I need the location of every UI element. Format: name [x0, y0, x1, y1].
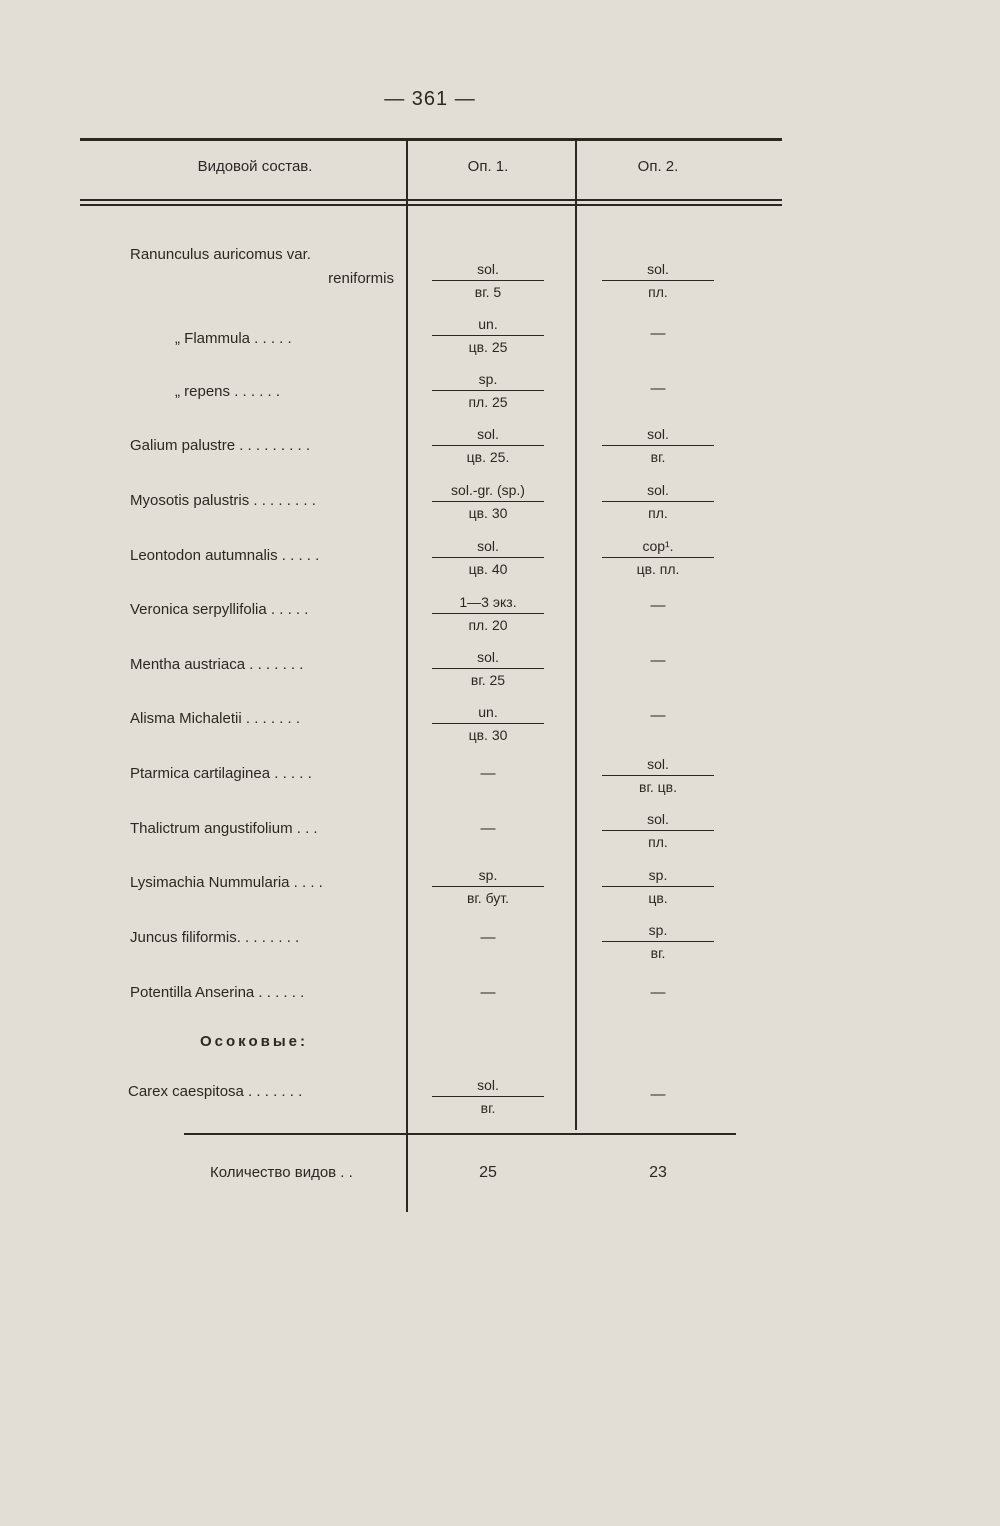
- op2-value: —: [650, 380, 666, 397]
- table-row: [0, 368, 1000, 420]
- species-name: Alisma Michaletii . . . . . . .: [130, 710, 301, 727]
- table-top-rule: [80, 138, 782, 141]
- species-name: Ranunculus auricomus var. reniformis: [130, 246, 394, 287]
- species-name: Potentilla Anserina . . . . . .: [130, 984, 305, 1001]
- species-name: Thalictrum angustifolium . . .: [130, 820, 318, 837]
- species-name: „ repens . . . . . .: [175, 383, 281, 400]
- table-row: [0, 701, 1000, 753]
- total-op1: 25: [479, 1164, 497, 1181]
- op2-value: sol. вг. цв.: [602, 753, 714, 798]
- op2-value: sol. пл.: [602, 258, 714, 303]
- op1-value: sol. вг. 5: [432, 258, 544, 303]
- species-name: Carex caespitosa . . . . . . .: [128, 1083, 303, 1100]
- table-row: [0, 313, 1000, 365]
- table-row: [0, 535, 1000, 587]
- species-name: Galium palustre . . . . . . . . .: [130, 437, 311, 454]
- op2-value: cop¹. цв. пл.: [602, 535, 714, 580]
- table-row: [0, 919, 1000, 971]
- species-name: „ Flammula . . . . .: [175, 330, 292, 347]
- op2-value: —: [650, 325, 666, 342]
- op2-value: sp. вг.: [602, 919, 714, 964]
- op1-value: un. цв. 25: [432, 313, 544, 358]
- op1-value: —: [480, 984, 496, 1001]
- op2-value: sol. пл.: [602, 808, 714, 853]
- op2-value: —: [650, 597, 666, 614]
- table-row: [0, 974, 1000, 1026]
- op1-value: sol. вг. 25: [432, 646, 544, 691]
- op2-value: sol. вг.: [602, 423, 714, 468]
- species-name: Lysimachia Nummularia . . . .: [130, 874, 323, 891]
- table-row: [0, 479, 1000, 531]
- op1-value: —: [480, 820, 496, 837]
- op1-value: sol. цв. 25.: [432, 423, 544, 468]
- op1-value: —: [480, 765, 496, 782]
- header-op2: Оп. 2.: [637, 158, 679, 175]
- op2-value: sol. пл.: [602, 479, 714, 524]
- header-op1: Оп. 1.: [467, 158, 509, 175]
- table-row: [0, 753, 1000, 805]
- total-label: Количество видов . .: [210, 1164, 353, 1181]
- table-row: [0, 646, 1000, 698]
- op2-value: —: [650, 652, 666, 669]
- species-name: Veronica serpyllifolia . . . . .: [130, 601, 309, 618]
- header-species: Видовой состав.: [197, 158, 313, 175]
- table-row: [0, 808, 1000, 860]
- op2-value: sp. цв.: [602, 864, 714, 909]
- species-name: Ptarmica cartilaginea . . . . .: [130, 765, 312, 782]
- total-rule: [184, 1133, 736, 1135]
- species-name: Leontodon autumnalis . . . . .: [130, 547, 320, 564]
- op1-value: sol. цв. 40: [432, 535, 544, 580]
- op1-value: —: [480, 929, 496, 946]
- op1-value: sp. пл. 25: [432, 368, 544, 413]
- op1-value: sol. вг.: [432, 1074, 544, 1119]
- op2-value: —: [650, 1086, 666, 1103]
- op1-value: sol.-gr. (sp.) цв. 30: [432, 479, 544, 524]
- species-name: Juncus filiformis. . . . . . . .: [130, 929, 300, 946]
- op1-value: 1—3 экз. пл. 20: [432, 591, 544, 636]
- species-name: Myosotis palustris . . . . . . . .: [130, 492, 316, 509]
- table-row: [0, 423, 1000, 475]
- op1-value: un. цв. 30: [432, 701, 544, 746]
- header-rule-2: [80, 204, 782, 206]
- op1-value: sp. вг. бут.: [432, 864, 544, 909]
- table-row: [0, 1074, 1000, 1126]
- section-label: Осоковые:: [200, 1033, 309, 1050]
- page-number: — 361 —: [384, 88, 476, 110]
- table-row: [0, 864, 1000, 916]
- species-name: Mentha austriaca . . . . . . .: [130, 656, 304, 673]
- total-op2: 23: [649, 1164, 667, 1181]
- op2-value: —: [650, 984, 666, 1001]
- table-row: [0, 591, 1000, 643]
- header-rule-1: [80, 199, 782, 201]
- op2-value: —: [650, 707, 666, 724]
- table-row: [0, 246, 1000, 310]
